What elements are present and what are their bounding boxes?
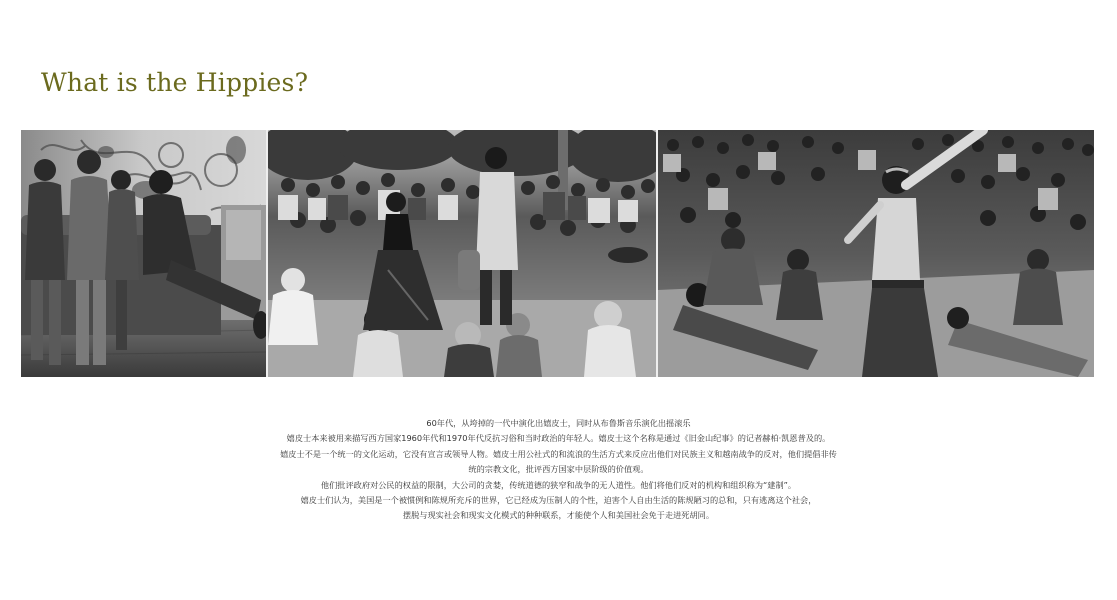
description-line: 嬉皮士们认为，美国是一个被惯例和陈规所充斥的世界，它已经成为压制人的个性，迫害个人自由生活的陈规陋习的总和，只有逃离这个社会，	[300, 495, 817, 506]
description-text	[230, 416, 887, 524]
description-line: 嬉皮士本来被用来描写西方国家1960年代和1970年代反抗习俗和当时政治的年轻人。嬉皮士这个名称是通过《旧金山纪事》的记者赫柏·凯恩普及的。	[286, 433, 831, 444]
photo-couch-group	[21, 130, 266, 377]
photo-crowd-dancer	[268, 130, 656, 377]
description-line: 统的宗教文化，批评西方国家中层阶级的价值观。	[468, 464, 649, 475]
photo-strip	[21, 130, 1094, 377]
photo-festival-dancer	[658, 130, 1094, 377]
description-line: 嬉皮士不是一个统一的文化运动，它没有宣言或领导人物。嬉皮士用公社式的和流浪的生活方式来反应出他们对民族主义和越南战争的反对，他们提倡非传	[280, 448, 837, 459]
description-line: 摆脱与现实社会和现实文化模式的种种联系，才能使个人和美国社会免于走进死胡同。	[402, 510, 715, 521]
page-title: What is the Hippies?	[41, 68, 309, 97]
description-line: 他们批评政府对公民的权益的限制，大公司的贪婪，传统道德的狭窄和战争的无人道性。他们将他们反对的机构和组织称为“建制”。	[320, 479, 797, 490]
description-line: 60年代，从垮掉的一代中演化出嬉皮士，同时从布鲁斯音乐演化出摇滚乐	[426, 418, 691, 428]
